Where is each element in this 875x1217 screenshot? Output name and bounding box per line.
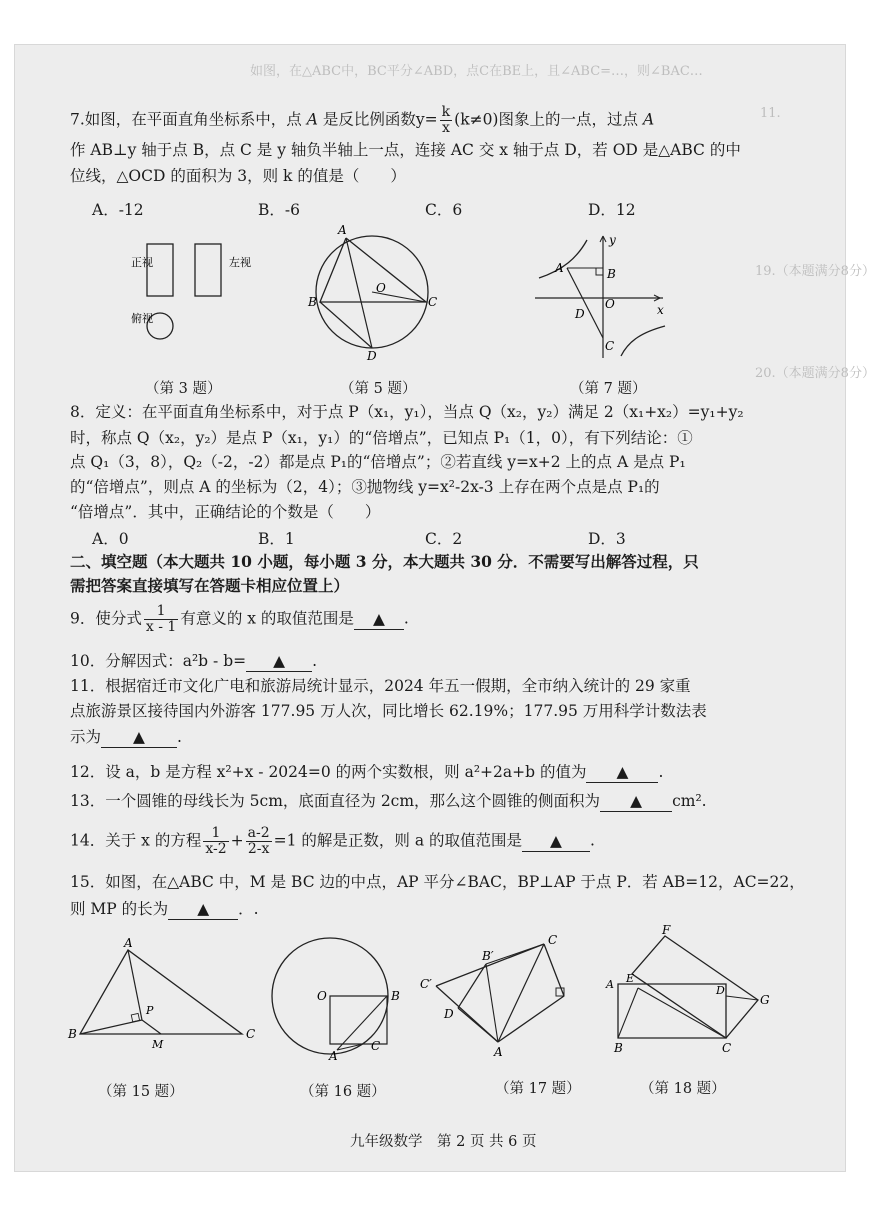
svg-text:M: M [152, 1038, 164, 1051]
svg-text:O: O [376, 281, 386, 295]
svg-text:B: B [308, 295, 317, 309]
bleed-right-20: 20.（本题满分8分） [755, 366, 875, 381]
bleed-right-19: 19.（本题满分8分） [755, 264, 875, 279]
answer-blank-14[interactable]: ▲ [522, 831, 590, 852]
q8-option-d: D．3 [588, 530, 626, 548]
figure-q7-coordinate [525, 228, 675, 368]
svg-text:y: y [609, 233, 616, 247]
svg-text:C: C [428, 295, 438, 309]
label-front-view: 正视 [131, 256, 153, 269]
q11-line3: 示为 ▲ . [70, 728, 182, 746]
svg-text:D: D [575, 307, 585, 321]
svg-text:A: A [606, 978, 614, 991]
answer-blank-12[interactable]: ▲ [586, 762, 658, 783]
figure-q3-three-views [125, 232, 255, 352]
figure-q17-rotation [418, 930, 588, 1060]
q8-option-b: B．1 [258, 530, 295, 548]
svg-text:A: A [338, 223, 347, 237]
page-footer: 九年级数学 第 2 页 共 6 页 [350, 1134, 537, 1150]
q8-option-c: C．2 [425, 530, 463, 548]
figure-q15-triangle [66, 938, 266, 1050]
q9: 9．使分式 $\frac{1}{x - 1}$ 有意义的 x 的取值范围是 ▲ . [70, 603, 409, 635]
q7-line2: 作 AB⊥y 轴于点 B，点 C 是 y 轴负半轴上一点，连接 AC 交 x 轴于点 D，若 OD 是△ABC 的中 [70, 141, 741, 159]
figure-q16-circle [265, 932, 415, 1062]
section2-heading-2: 需把答案直接填写在答题卡相应位置上） [70, 576, 350, 595]
bleed-right-11: 11. [760, 106, 781, 121]
caption-q17: （第 17 题） [495, 1081, 581, 1097]
q14: 14．关于 x 的方程 $\frac{1}{x-2}$ + $\frac{a-2}{2-x}$ =1 的解是正数，则 a 的取值范围是 ▲ . [70, 825, 595, 857]
q13: 13．一个圆锥的母线长为 5cm，底面直径为 2cm，那么这个圆锥的侧面积为 ▲ cm². [70, 792, 707, 810]
svg-text:F: F [662, 923, 671, 937]
answer-blank-11[interactable]: ▲ [101, 727, 177, 748]
q8-line1: 8．定义：在平面直角坐标系中，对于点 P（x₁，y₁），当点 Q（x₂，y₂）满足 2（x₁+x₂）=y₁+y₂ [70, 403, 744, 421]
q8-line5: “倍增点”．其中，正确结论的个数是（ ） [70, 503, 381, 521]
svg-text:D: D [444, 1007, 454, 1021]
caption-q5: （第 5 题） [340, 381, 417, 397]
svg-text:O: O [317, 989, 327, 1003]
answer-blank-15[interactable]: ▲ [168, 899, 238, 920]
q8-line4: 的“倍增点”，则点 A 的坐标为（2，4）；③抛物线 y=x²-2x-3 上存在两个点是点 P₁的 [70, 478, 660, 496]
q15-line1: 15．如图，在△ABC 中，M 是 BC 边的中点，AP 平分∠BAC，BP⊥AP 于点 P．若 AB=12，AC=22， [70, 873, 805, 891]
q7-option-c: C．6 [425, 201, 463, 219]
q8-line3: 点 Q₁（3，8），Q₂（-2，-2）都是点 P₁的“倍增点”；②若直线 y=x+2 上的点 A 是点 P₁ [70, 453, 686, 471]
answer-blank-10[interactable]: ▲ [246, 651, 312, 672]
svg-text:B: B [68, 1027, 77, 1041]
svg-text:P: P [146, 1004, 154, 1017]
svg-text:A: A [124, 936, 133, 950]
bleed-header: 如图，在△ABC中，BC平分∠ABD，点C在BE上，且∠ABC=…，则∠BAC… [250, 64, 703, 79]
svg-text:C: C [246, 1027, 256, 1041]
svg-text:C′: C′ [420, 977, 432, 991]
q7-option-b: B．-6 [258, 201, 300, 219]
svg-text:G: G [760, 993, 770, 1007]
svg-text:C: C [722, 1041, 732, 1055]
q11-line2: 点旅游景区接待国内外游客 177.95 万人次，同比增长 62.19%；177.95 万用科学计数法表 [70, 702, 707, 720]
q8-line2: 时，称点 Q（x₂，y₂）是点 P（x₁，y₁）的“倍增点”，已知点 P₁（1，0），有下列结论：① [70, 429, 693, 447]
svg-text:B′: B′ [482, 949, 494, 963]
q15-line2: 则 MP 的长为 ▲ ．. [70, 900, 259, 918]
caption-q18: （第 18 题） [640, 1081, 726, 1097]
label-top-view: 俯视 [131, 312, 153, 325]
svg-text:A: A [555, 261, 564, 275]
q7-line1: 7.如图，在平面直角坐标系中，点 A 是反比例函数y= $\frac{k}{x}$ (k≠0)图象上的一点，过点 A [70, 104, 655, 136]
q11-line1: 11．根据宿迁市文化广电和旅游局统计显示，2024 年五一假期，全市纳入统计的 29 家重 [70, 677, 691, 695]
answer-blank-13[interactable]: ▲ [600, 791, 672, 812]
section2-heading-1: 二、填空题（本大题共 10 小题，每小题 3 分，本大题共 30 分．不需要写出解答过程，只 [70, 552, 699, 571]
svg-text:D: D [367, 349, 377, 363]
svg-text:D: D [716, 984, 725, 997]
q7-option-a: A．-12 [92, 201, 144, 219]
svg-text:O: O [605, 297, 615, 311]
q7-option-d: D．12 [588, 201, 636, 219]
q8-option-a: A．0 [92, 530, 129, 548]
label-left-view: 左视 [229, 256, 251, 269]
answer-blank-9[interactable]: ▲ [354, 609, 404, 630]
q10: 10．分解因式：a²b - b= ▲ . [70, 652, 318, 670]
q12: 12．设 a，b 是方程 x²+x - 2024=0 的两个实数根，则 a²+2a+b 的值为 ▲ . [70, 763, 664, 781]
svg-text:B: B [607, 267, 616, 281]
svg-text:C: C [605, 339, 615, 353]
svg-text:x: x [657, 303, 664, 317]
svg-text:B: B [614, 1041, 623, 1055]
svg-text:A: A [494, 1045, 503, 1059]
caption-q7: （第 7 题） [570, 381, 647, 397]
svg-text:C: C [371, 1039, 381, 1053]
caption-q15: （第 15 题） [98, 1084, 184, 1100]
svg-text:B: B [391, 989, 400, 1003]
figure-q5-circle [300, 222, 450, 362]
svg-text:C: C [548, 933, 558, 947]
caption-q3: （第 3 题） [145, 381, 222, 397]
figure-q18-squares [600, 922, 780, 1062]
caption-q16: （第 16 题） [300, 1084, 386, 1100]
svg-text:A: A [329, 1049, 338, 1063]
svg-text:E: E [626, 972, 635, 985]
q7-line3: 位线，△OCD 的面积为 3，则 k 的值是（ ） [70, 167, 406, 185]
